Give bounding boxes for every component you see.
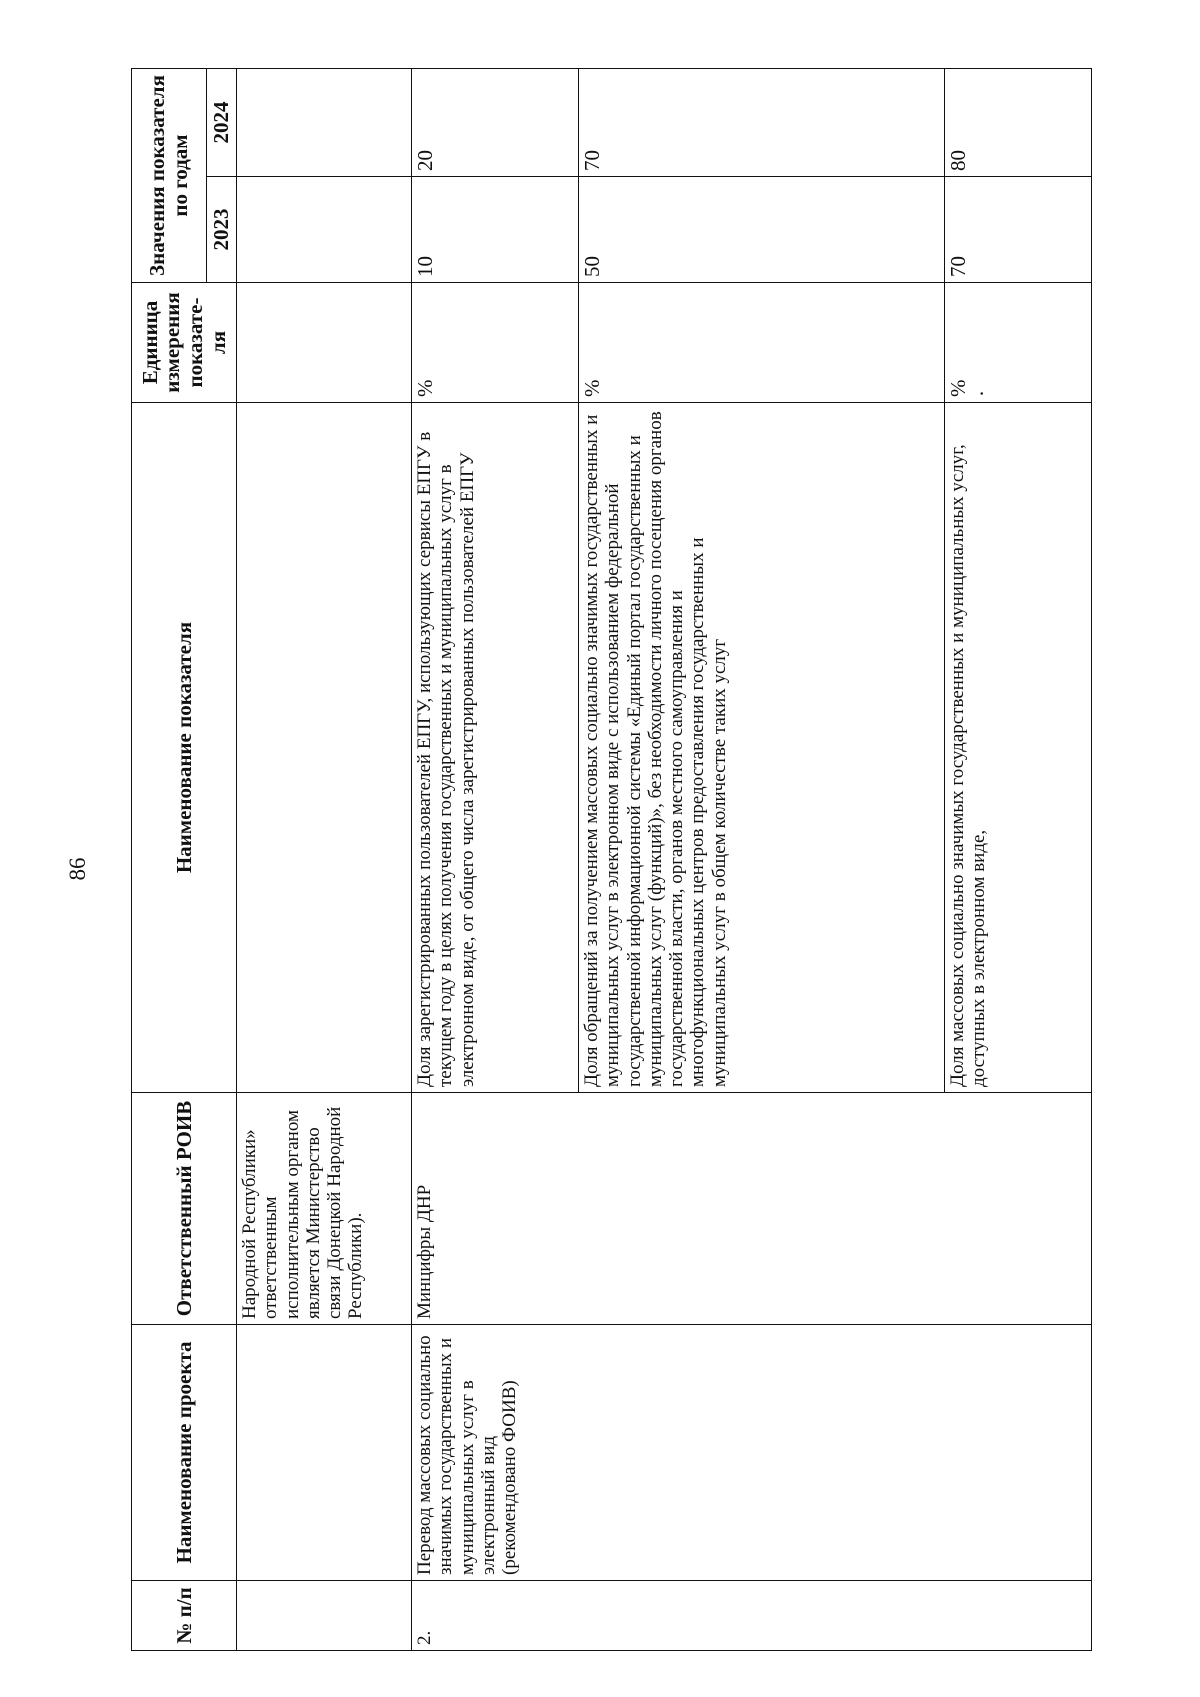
cell-2023: 50	[579, 177, 945, 283]
cell-unit: %	[579, 283, 945, 403]
cell-2023: 70	[945, 177, 1092, 283]
indicators-table	[131, 68, 1092, 1651]
cell-unit	[945, 283, 1092, 403]
header-unit: Единица измерения показате-ля	[132, 283, 237, 403]
header-indicator: Наименование показателя	[132, 403, 237, 1093]
cell-project	[237, 1325, 412, 1581]
rotated-page-content	[131, 69, 1091, 1651]
header-year-2023: 2023	[207, 177, 237, 283]
cell-2024	[237, 69, 412, 177]
page-number: 86	[65, 857, 90, 881]
cell-2023: 10	[412, 177, 579, 283]
cell-unit	[237, 283, 412, 403]
cell-2024: 80	[945, 69, 1092, 177]
cell-2024: 70	[579, 69, 945, 177]
cell-indicator: Доля зарегистрированных пользователей ЕПГУ, использующих сервисы ЕПГУ в текущем году в целях получения государственных и муниципальных услуг в электронном виде, от общего числа зарегистрированных пользователей ЕПГУ	[412, 403, 579, 1093]
table-row	[237, 69, 412, 1651]
cell-num: 2.	[412, 1581, 1092, 1651]
cell-unit: %	[412, 283, 579, 403]
cell-roiv: Минцифры ДНР	[412, 1093, 1092, 1325]
header-year-2024: 2024	[207, 69, 237, 177]
header-num: № п/п	[132, 1581, 237, 1651]
table-row	[412, 69, 579, 1651]
header-values: Значения показателя по годам	[132, 69, 207, 283]
cell-indicator	[237, 403, 412, 1093]
cell-2024: 20	[412, 69, 579, 177]
unit-mark: ·	[969, 390, 994, 397]
header-project: Наименование проекта	[132, 1325, 237, 1581]
cell-2023	[237, 177, 412, 283]
cell-indicator: Доля обращений за получением массовых социально значимых государственных и муниципальных услуг в электронном виде с использованием федеральной государственной информационной системы «Единый портал государственных и муниципальных услуг (функций)», без необходимости личного посещения органов государственной власти, органов местного самоуправления и многофункциональных центров предоставления государственных и муниципальных услуг в общем количестве таких услуг	[579, 403, 945, 1093]
cell-roiv: Народной Республики» ответственным исполнительным органом является Министерство связи Донецкой Народной Республики).	[237, 1093, 412, 1325]
cell-project: Перевод массовых социально значимых государственных и муниципальных услуг в электронный вид (рекомендовано ФОИВ)	[412, 1325, 1092, 1581]
header-roiv: Ответственный РОИВ	[132, 1093, 237, 1325]
cell-num	[237, 1581, 412, 1651]
header-row	[132, 69, 207, 1651]
unit-text: %	[946, 379, 970, 397]
cell-indicator: Доля массовых социально значимых государственных и муниципальных услуг, доступных в электронном виде,	[945, 403, 1092, 1093]
